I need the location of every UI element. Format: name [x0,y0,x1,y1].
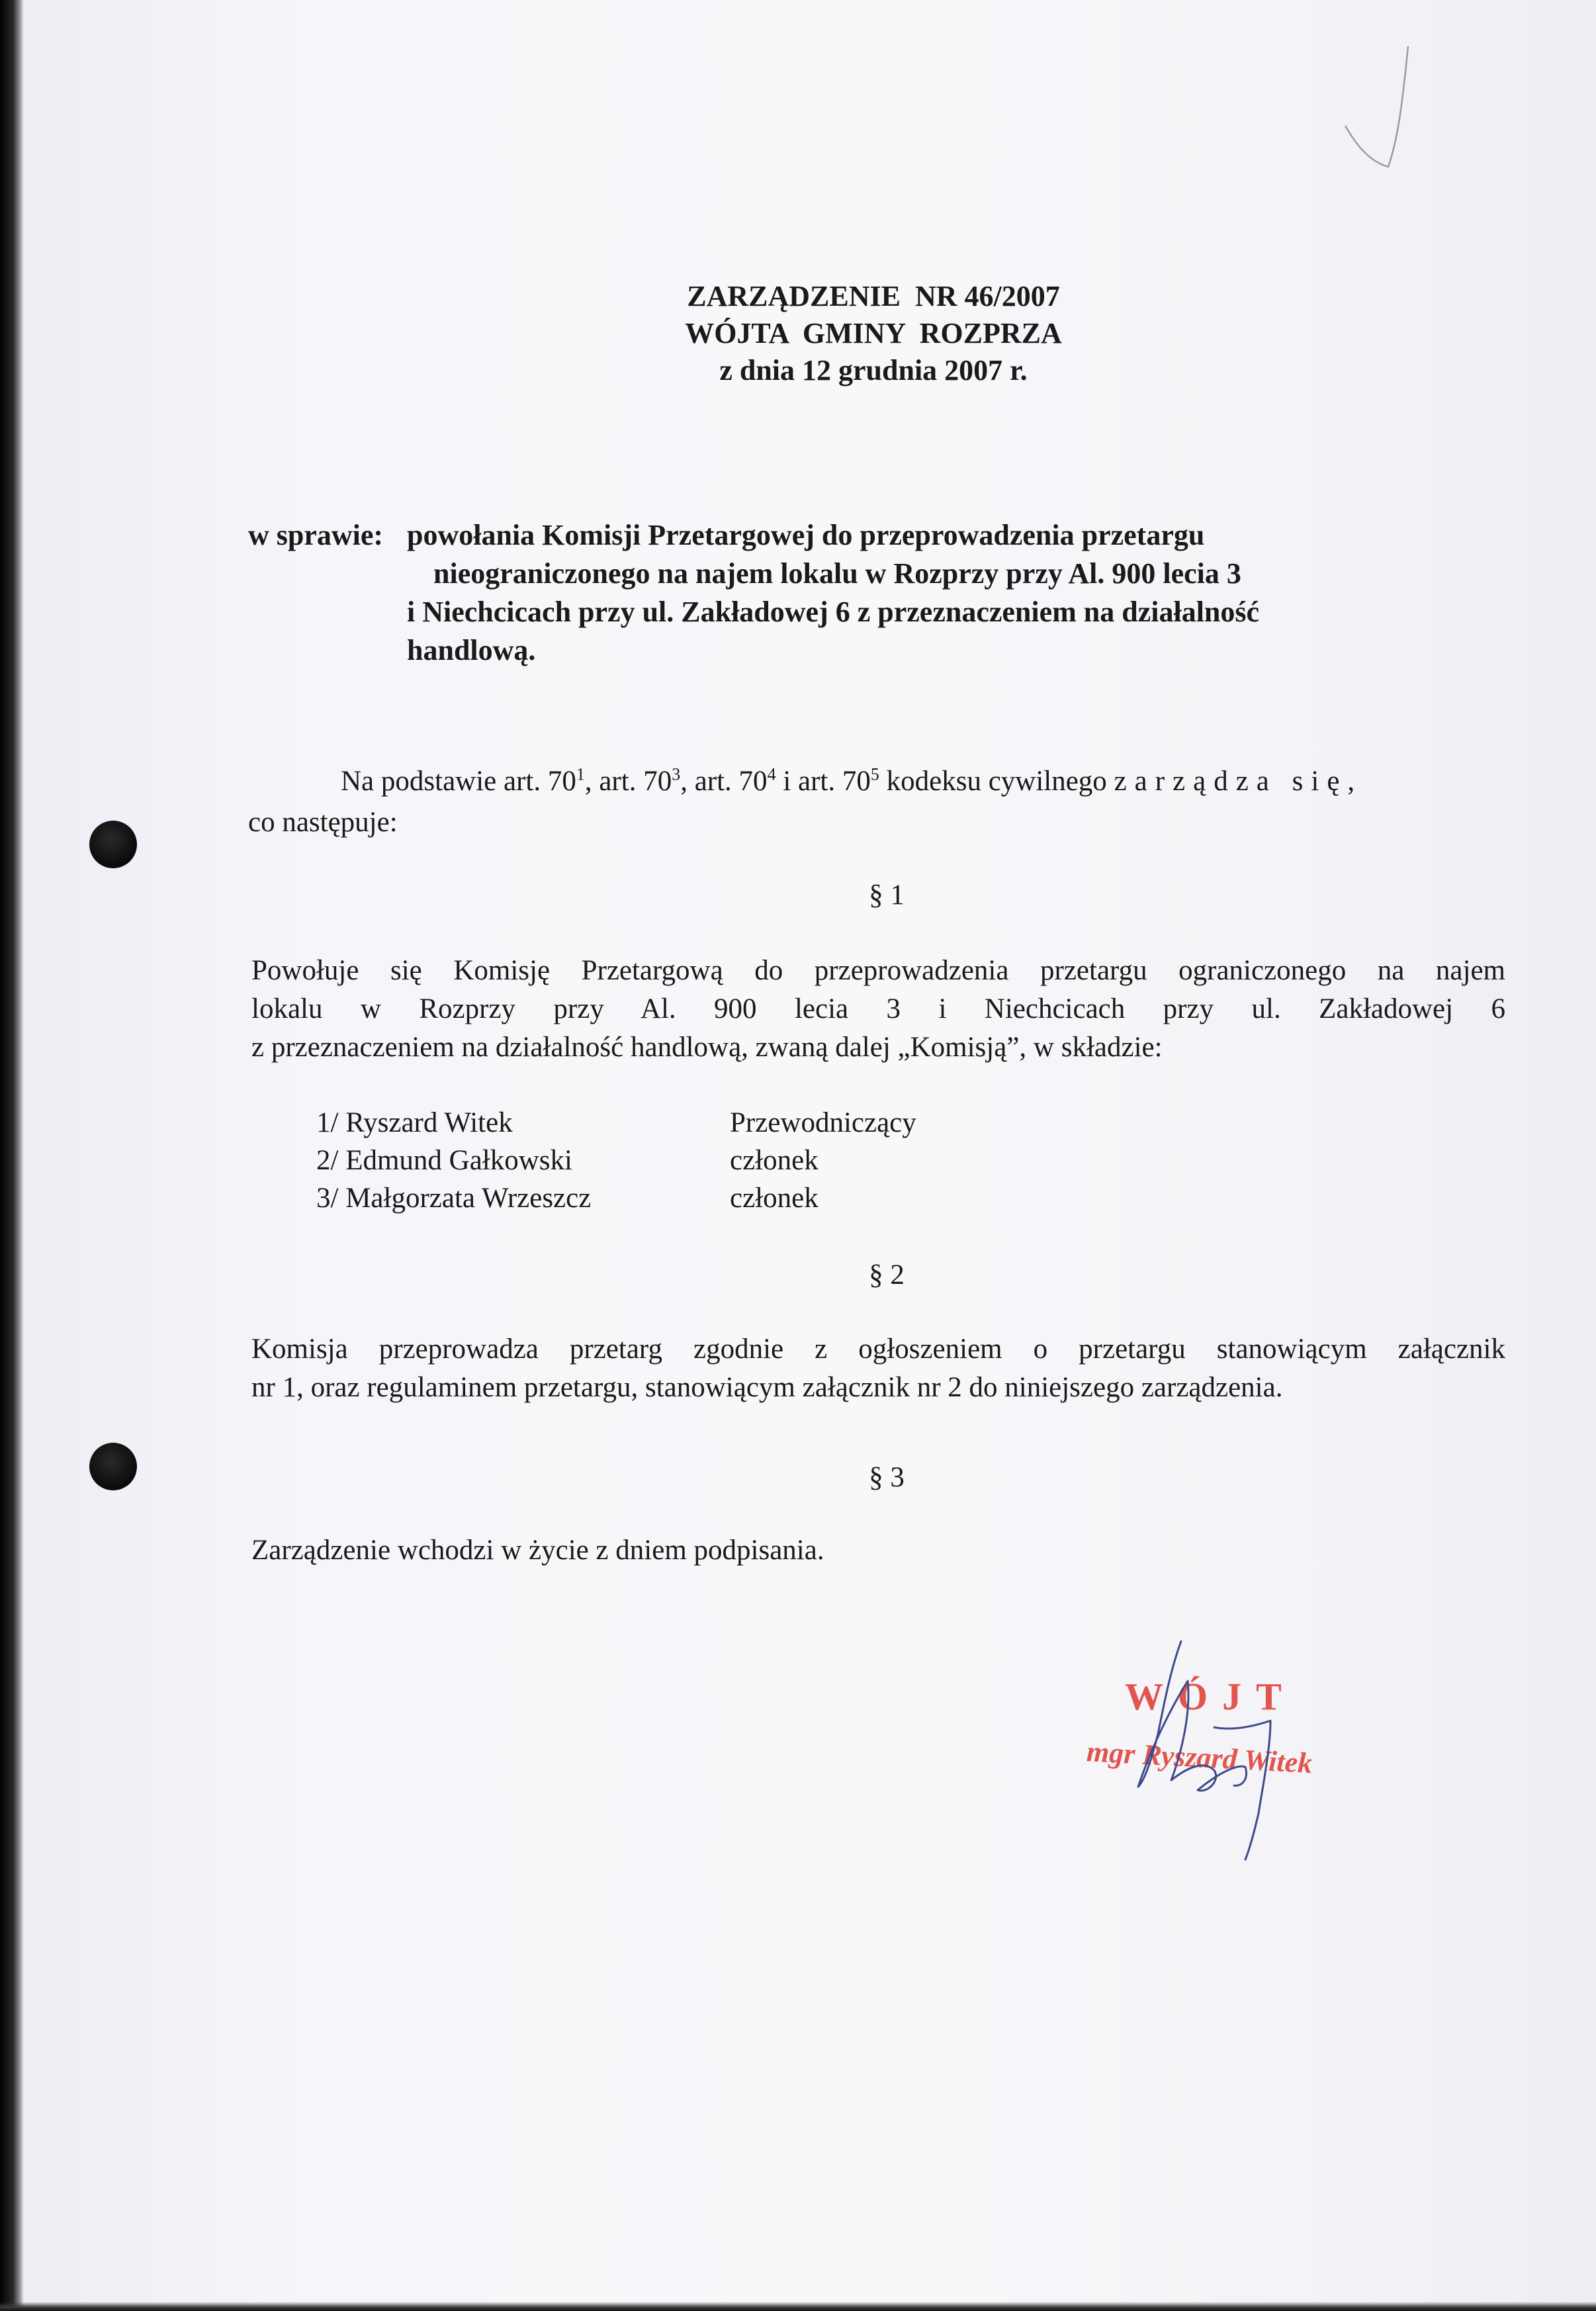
subject-line: handlową. [407,634,536,666]
decree-date: z dnia 12 grudnia 2007 r. [719,354,1028,386]
member-name: 3/ Małgorzata Wrzeszcz [316,1183,592,1214]
subject-line: powołania Komisji Przetargowej do przeprowadzenia przetargu [407,519,1205,551]
member-role: Przewodniczący [730,1107,916,1138]
section-2-text [251,1330,1505,1407]
subject-label: w sprawie: [248,519,384,551]
preamble-text: i art. 70 [776,766,871,797]
punch-hole-top [89,821,137,868]
superscript: 4 [767,764,776,784]
preamble-text: , art. 70 [680,766,768,797]
text-line: Powołuje się Komisję Przetargową do przeprowadzenia przetargu ograniczonego na najem [251,955,1505,986]
subject-line: i Niechcicach przy ul. Zakładowej 6 z przeznaczeniem na działalność [407,596,1260,628]
decree-number: ZARZĄDZENIE NR 46/2007 [687,280,1060,312]
preamble-text: kodeksu cywilnego [879,766,1114,797]
preamble-text: Na podstawie art. 70 [341,766,576,797]
section-mark-2: § 2 [869,1259,905,1291]
preamble-spaced-text: zarządza się, [1114,766,1363,797]
scan-bottom-edge [0,2302,1596,2311]
text-line: Komisja przeprowadza przetarg zgodnie z ogłoszeniem o przetargu stanowiącym załącznik [251,1334,1505,1365]
member-role: członek [730,1145,819,1176]
closing-text: Zarządzenie wchodzi w życie z dniem podpisania. [251,1535,824,1566]
stamp-title: WÓJT [1125,1675,1296,1718]
superscript: 1 [576,764,585,784]
text-line: z przeznaczeniem na działalność handlową, zwaną dalej „Komisją”, w składzie: [251,1032,1163,1063]
member-name: 1/ Ryszard Witek [316,1107,513,1138]
handwritten-signature [1072,1628,1416,1893]
preamble-line [248,761,1505,802]
member-name: 2/ Edmund Gałkowski [316,1145,572,1176]
preamble [248,761,1505,843]
pencil-check-mark [1342,40,1415,172]
document-header [0,278,1596,389]
stamp-name: mgr Ryszard Witek [1085,1735,1313,1780]
superscript: 3 [672,764,681,784]
issuer: WÓJTA GMINY ROZPRZA [685,317,1062,349]
subject-text [407,516,1406,670]
text-line: nr 1, oraz regulaminem przetargu, stanowiącym załącznik nr 2 do niniejszego zarządzenia. [251,1372,1283,1403]
member-role: członek [730,1183,819,1214]
section-1-text [251,952,1505,1067]
superscript: 5 [870,764,879,784]
preamble-text: , art. 70 [584,766,672,797]
section-mark-3: § 3 [869,1462,905,1493]
section-mark-1: § 1 [869,880,905,911]
subject-line: nieograniczonego na najem lokalu w Rozprzy przy Al. 900 lecia 3 [433,557,1241,590]
text-line: lokalu w Rozprzy przy Al. 900 lecia 3 i Niechcicach przy ul. Zakładowej 6 [251,993,1505,1024]
preamble-line: co następuje: [248,807,398,838]
